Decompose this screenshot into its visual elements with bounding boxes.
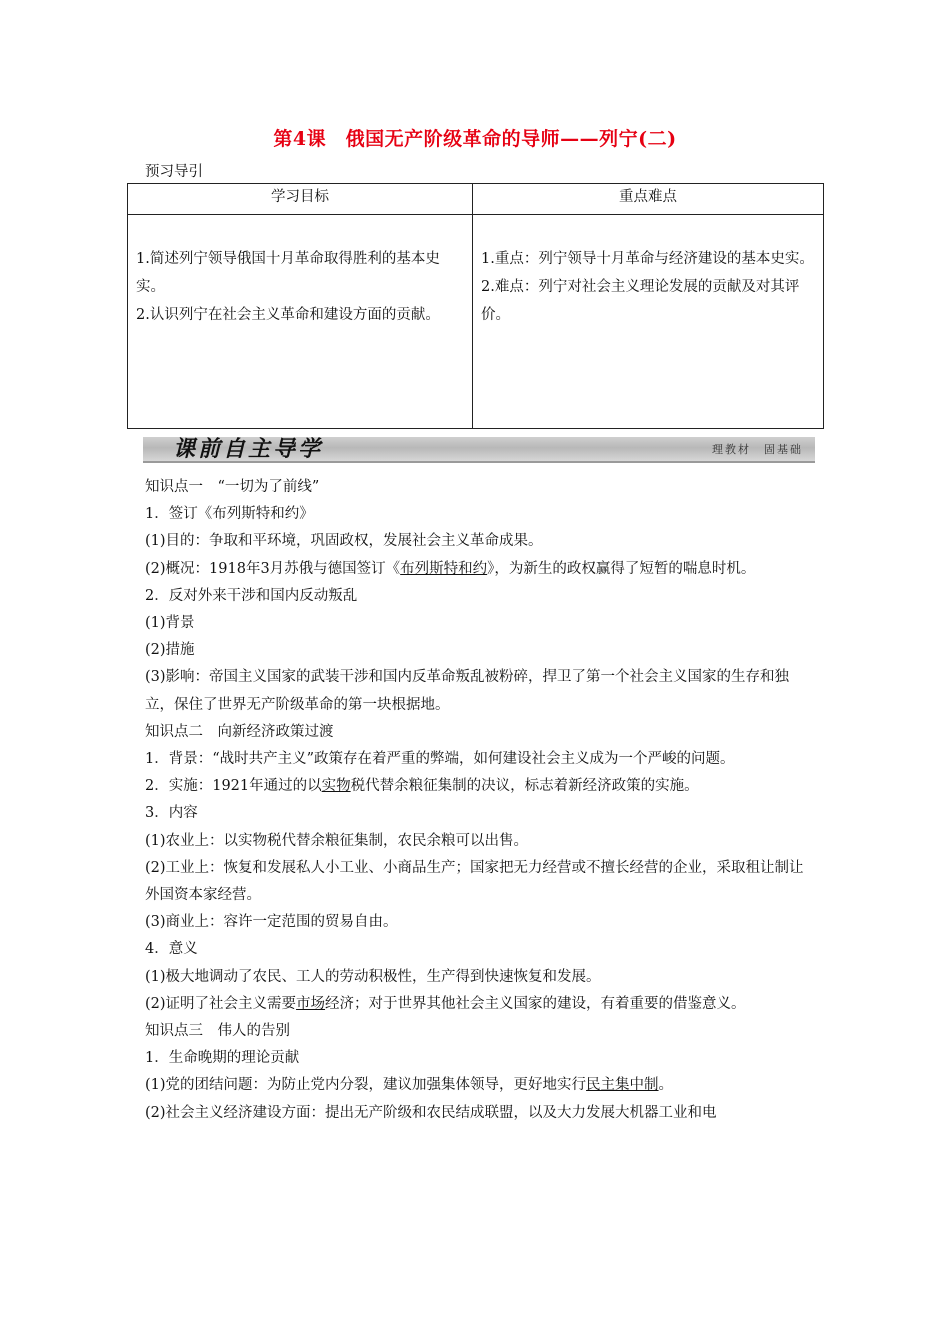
- goals-cell: [128, 215, 473, 429]
- text-segment: (1)农业上：以实物税代替余粮征集制，农民余粮可以出售。: [145, 832, 529, 849]
- objectives-table: [127, 183, 824, 429]
- section-banner: [143, 434, 815, 464]
- keypoint-item: 2.难点：列宁对社会主义理论发展的贡献及对其评价。: [481, 279, 800, 323]
- content-line: [145, 474, 815, 501]
- content-line: [145, 773, 815, 800]
- content-line: [145, 719, 815, 746]
- underlined-answer: 布列斯特和约: [400, 560, 488, 577]
- text-segment: 1．背景：“战时共产主义”政策存在着严重的弊端，如何建设社会主义成为一个严峻的问题。: [145, 751, 735, 768]
- content-line: [145, 746, 815, 773]
- text-segment: 2．反对外来干涉和国内反动叛乱: [145, 587, 358, 604]
- content-line: [145, 964, 815, 991]
- banner-title: 课前自主导学: [173, 436, 324, 462]
- text-segment: 1．生命晚期的理论贡献: [145, 1050, 300, 1067]
- text-segment: 3．内容: [145, 805, 198, 822]
- text-segment: 经济；对于世界其他社会主义国家的建设，有着重要的借鉴意义。: [325, 995, 746, 1012]
- content-line: [145, 1018, 815, 1045]
- text-segment: (2)措施: [145, 642, 195, 659]
- goal-item: 2.认识列宁在社会主义革命和建设方面的贡献。: [136, 307, 440, 323]
- text-segment: 税代替余粮征集制的决议，标志着新经济政策的实施。: [350, 778, 699, 795]
- content-line: [145, 637, 815, 664]
- text-segment: 4．意义: [145, 941, 198, 958]
- text-segment: (1)党的团结问题：为防止党内分裂，建议加强集体领导，更好地实行: [145, 1077, 587, 1094]
- underlined-answer: 民主集中制: [586, 1077, 659, 1094]
- content-line: [145, 991, 815, 1018]
- content-line: [145, 800, 815, 827]
- text-segment: (2)证明了社会主义需要: [145, 995, 297, 1012]
- underlined-answer: 市场: [296, 995, 326, 1012]
- content-line: [145, 664, 815, 718]
- content-line: [145, 855, 815, 909]
- column-header-goals: 学习目标: [128, 184, 473, 215]
- content-line: [145, 556, 815, 583]
- column-header-keypoints: 重点难点: [473, 184, 824, 215]
- goal-item: 1.简述列宁领导俄国十月革命取得胜利的基本史实。: [136, 251, 440, 295]
- text-segment: 1．签订《布列斯特和约》: [145, 506, 314, 523]
- text-segment: 知识点二 向新经济政策过渡: [145, 723, 334, 740]
- text-segment: 。: [658, 1077, 674, 1094]
- section-label: 预习导引: [145, 164, 203, 180]
- content-line: [145, 583, 815, 610]
- text-segment: (1)极大地调动了农民、工人的劳动积极性，生产得到快速恢复和发展。: [145, 968, 601, 985]
- keypoints-cell: [473, 215, 824, 429]
- text-segment: (1)背景: [145, 615, 195, 632]
- content-line: [145, 1100, 815, 1127]
- text-segment: (3)商业上：容许一定范围的贸易自由。: [145, 914, 398, 931]
- content-line: [145, 610, 815, 637]
- underlined-answer: 实物: [321, 778, 351, 795]
- content-line: [145, 1072, 815, 1099]
- content-line: [145, 1045, 815, 1072]
- text-segment: 知识点三 伟人的告别: [145, 1023, 290, 1040]
- banner-subtitle: 理教材 固基础: [712, 443, 803, 456]
- text-segment: (2)工业上：恢复和发展私人小工业、小商品生产；国家把无力经营或不擅长经营的企业，采取租让制让外国资本家经营。: [145, 859, 804, 904]
- text-segment: (3)影响：帝国主义国家的武装干涉和国内反革命叛乱被粉碎，捍卫了第一个社会主义国家的生存和独立，保住了世界无产阶级革命的第一块根据地。: [145, 669, 790, 713]
- content-line: [145, 909, 815, 936]
- text-segment: 知识点一 “一切为了前线”: [145, 479, 320, 495]
- main-content: [145, 474, 815, 1127]
- text-segment: 》，为新生的政权赢得了短暂的喘息时机。: [487, 560, 756, 577]
- page-title: 第4课 俄国无产阶级革命的导师——列宁(二): [273, 128, 677, 150]
- content-line: [145, 828, 815, 855]
- text-segment: (1)目的：争取和平环境，巩固政权，发展社会主义革命成果。: [145, 533, 543, 550]
- text-segment: (2)概况：1918年3月苏俄与德国签订《: [145, 560, 401, 577]
- text-segment: 2．实施：1921年通过的以: [145, 778, 322, 795]
- content-line: [145, 936, 815, 963]
- content-line: [145, 528, 815, 555]
- keypoint-item: 1.重点：列宁领导十月革命与经济建设的基本史实。: [481, 251, 814, 267]
- content-line: [145, 501, 815, 528]
- text-segment: (2)社会主义经济建设方面：提出无产阶级和农民结成联盟，以及大力发展大机器工业和电: [145, 1104, 717, 1121]
